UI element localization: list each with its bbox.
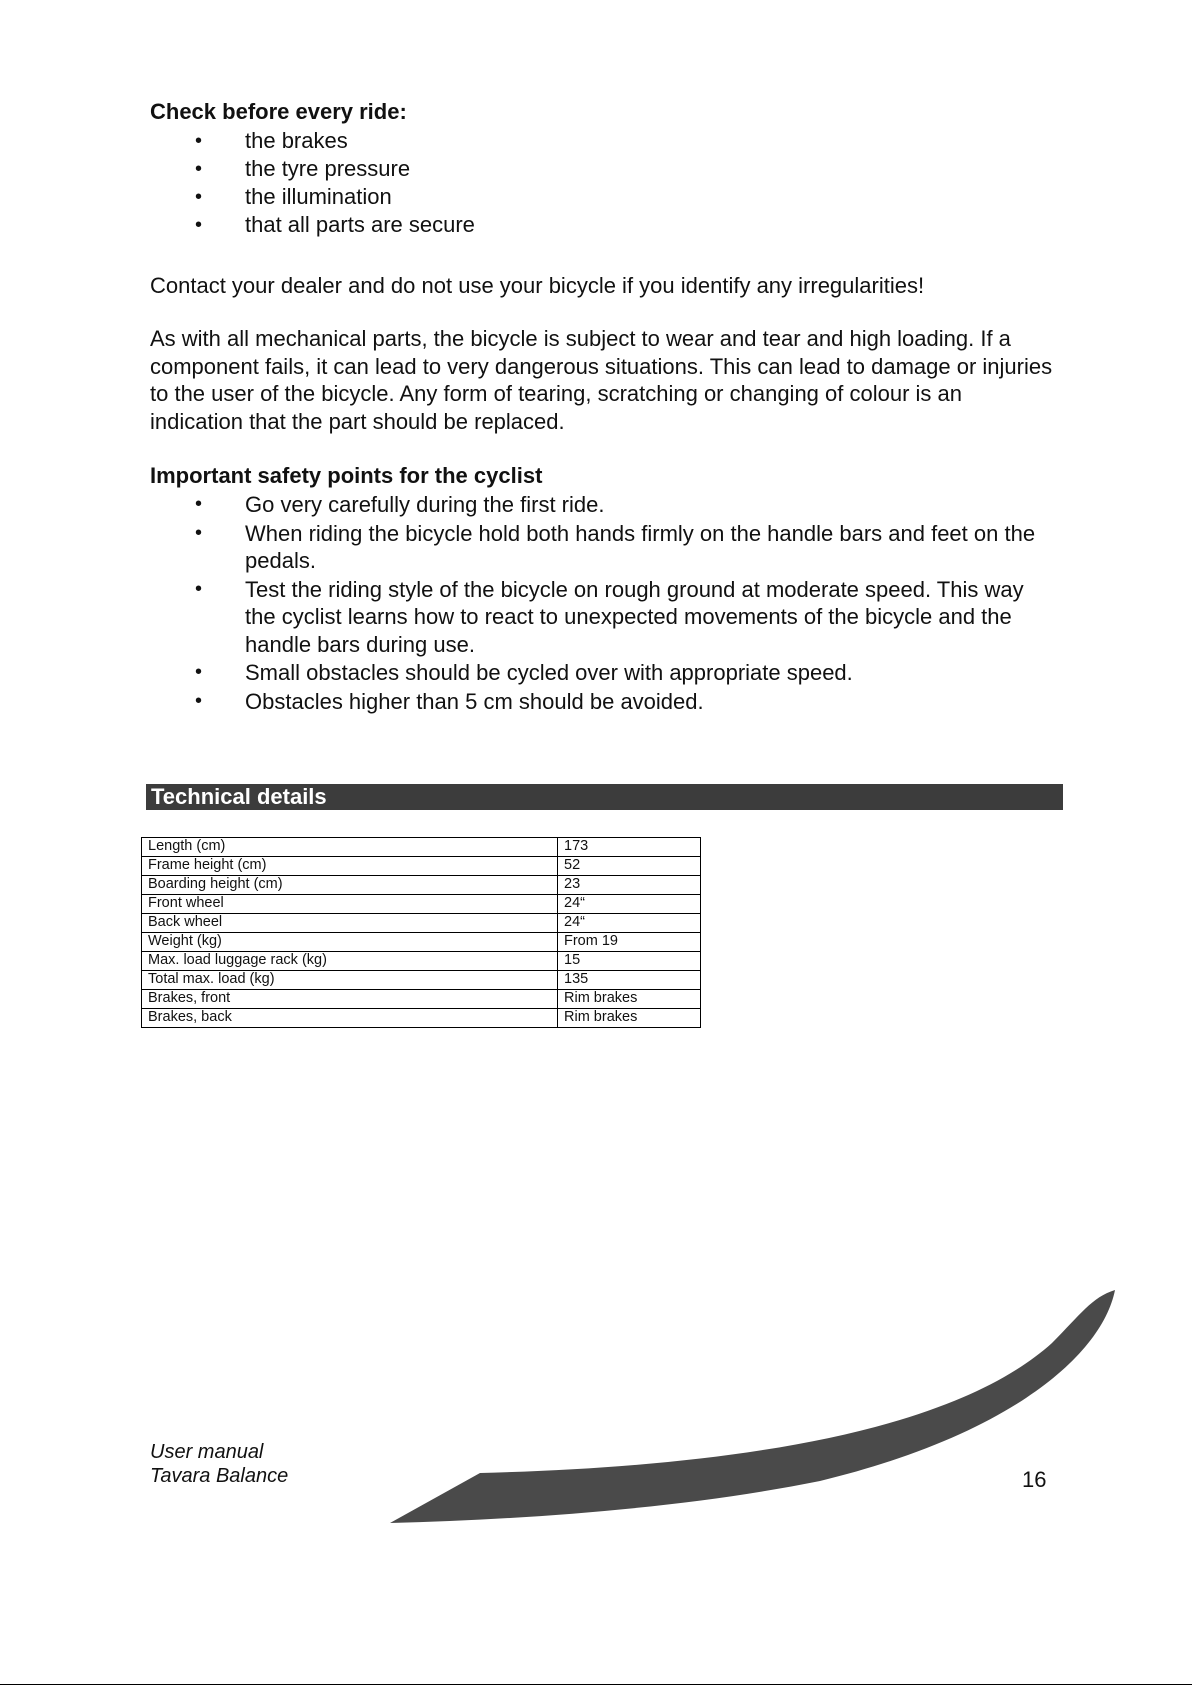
list-item: • the brakes bbox=[150, 127, 1060, 155]
wear-paragraph: As with all mechanical parts, the bicycle is subject to wear and tear and high loading. If a component fails, it can lead to very dangerous situations. This can lead to damage or injuries to the user of the bicycle. Any form of tearing, scratching or changing of colour is an indication that the part should be replaced. bbox=[150, 326, 1053, 434]
spec-value: 24“ bbox=[558, 914, 701, 933]
spec-value: Rim brakes bbox=[558, 1009, 701, 1028]
list-item: • Go very carefully during the first ride. bbox=[150, 491, 1060, 519]
safety-heading: Important safety points for the cyclist bbox=[150, 463, 543, 488]
spec-value: From 19 bbox=[558, 933, 701, 952]
spec-label: Front wheel bbox=[142, 895, 558, 914]
spec-label: Max. load luggage rack (kg) bbox=[142, 952, 558, 971]
table-row bbox=[142, 876, 701, 895]
spec-value: 15 bbox=[558, 952, 701, 971]
contact-paragraph: Contact your dealer and do not use your bicycle if you identify any irregularities! bbox=[150, 273, 925, 298]
table-row bbox=[142, 857, 701, 876]
check-heading: Check before every ride: bbox=[150, 99, 407, 124]
swoosh-shape bbox=[390, 1290, 1115, 1523]
list-item: • Small obstacles should be cycled over with appropriate speed. bbox=[150, 659, 1060, 687]
page-number: 16 bbox=[1022, 1467, 1047, 1492]
list-item: • Test the riding style of the bicycle on rough ground at moderate speed. This way the cyclist learns how to react to unexpected movements of the bicycle and the handle bars during use. bbox=[150, 576, 1060, 659]
spec-value: 24“ bbox=[558, 895, 701, 914]
spec-label: Back wheel bbox=[142, 914, 558, 933]
table-row bbox=[142, 971, 701, 990]
spec-value: 23 bbox=[558, 876, 701, 895]
table-row bbox=[142, 952, 701, 971]
spec-label: Length (cm) bbox=[142, 838, 558, 857]
footer-line: User manual bbox=[150, 1441, 264, 1463]
spec-label: Boarding height (cm) bbox=[142, 876, 558, 895]
table-row bbox=[142, 990, 701, 1009]
table-row bbox=[142, 914, 701, 933]
spec-label: Brakes, front bbox=[142, 990, 558, 1009]
spec-label: Frame height (cm) bbox=[142, 857, 558, 876]
spec-value: 173 bbox=[558, 838, 701, 857]
footer-document-title bbox=[150, 1440, 288, 1488]
spec-label: Brakes, back bbox=[142, 1009, 558, 1028]
list-item: • When riding the bicycle hold both hands firmly on the handle bars and feet on the pedals. bbox=[150, 520, 1060, 575]
list-item: • that all parts are secure bbox=[150, 211, 1060, 239]
list-item: • Obstacles higher than 5 cm should be avoided. bbox=[150, 688, 1060, 716]
check-list bbox=[150, 127, 1060, 239]
list-item: • the illumination bbox=[150, 183, 1060, 211]
swoosh-logo-graphic bbox=[390, 1285, 1120, 1525]
footer-line: Tavara Balance bbox=[150, 1465, 289, 1487]
list-item: • the tyre pressure bbox=[150, 155, 1060, 183]
table-row bbox=[142, 1009, 701, 1028]
table-row bbox=[142, 933, 701, 952]
spec-value: 52 bbox=[558, 857, 701, 876]
technical-details-table bbox=[141, 837, 701, 1028]
technical-details-header: Technical details bbox=[146, 784, 1063, 810]
table-row bbox=[142, 895, 701, 914]
spec-label: Total max. load (kg) bbox=[142, 971, 558, 990]
table-row bbox=[142, 838, 701, 857]
safety-list bbox=[150, 491, 1060, 716]
spec-value: 135 bbox=[558, 971, 701, 990]
spec-label: Weight (kg) bbox=[142, 933, 558, 952]
spec-value: Rim brakes bbox=[558, 990, 701, 1009]
